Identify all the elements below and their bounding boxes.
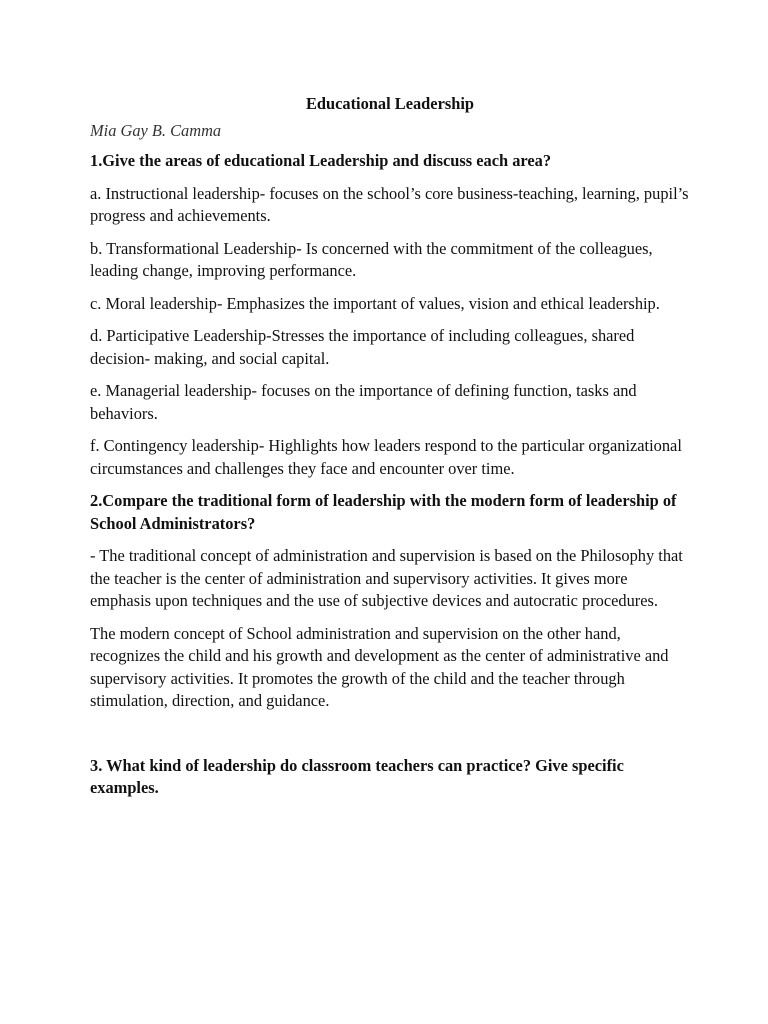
blank-line bbox=[90, 723, 690, 755]
area-managerial: e. Managerial leadership- focuses on the importance of defining function, tasks and behaviors. bbox=[90, 381, 637, 423]
area-participative: d. Participative Leadership-Stresses the importance of including colleagues, shared decision- making, and social capital. bbox=[90, 326, 635, 368]
area-contingency: f. Contingency leadership- Highlights how leaders respond to the particular organizational circumstances and challenges they face and encounter over time. bbox=[90, 436, 682, 478]
modern-paragraph: The modern concept of School administration and supervision on the other hand, recognizes the child and his growth and development as the center of administrative and supervisory activities. It promotes the growth of the child and the teacher through stimulation, direction, and guidance. bbox=[90, 623, 669, 710]
document-title: Educational Leadership bbox=[305, 94, 475, 113]
document-body bbox=[90, 93, 690, 810]
question-1: 1.Give the areas of educational Leadership and discuss each area? bbox=[90, 151, 552, 170]
area-transformational: b. Transformational Leadership- Is concerned with the commitment of the colleagues, leading change, improving performance. bbox=[90, 238, 653, 280]
area-instructional: a. Instructional leadership- focuses on the school’s core business-teaching, learning, pupil’s progress and achievements. bbox=[90, 183, 689, 225]
question-2: 2.Compare the traditional form of leadership with the modern form of leadership of School Administrators? bbox=[90, 491, 677, 533]
traditional-paragraph: - The traditional concept of administration and supervision is based on the Philosophy that the teacher is the center of administration and supervisory activities. It gives more emphasis upon techniques and the use of subjective devices and autocratic procedures. bbox=[90, 546, 683, 610]
author-name: Mia Gay B. Camma bbox=[90, 120, 222, 140]
question-3: 3. What kind of leadership do classroom teachers can practice? Give specific examples. bbox=[90, 755, 624, 797]
area-moral: c. Moral leadership- Emphasizes the important of values, vision and ethical leadership. bbox=[90, 293, 660, 313]
